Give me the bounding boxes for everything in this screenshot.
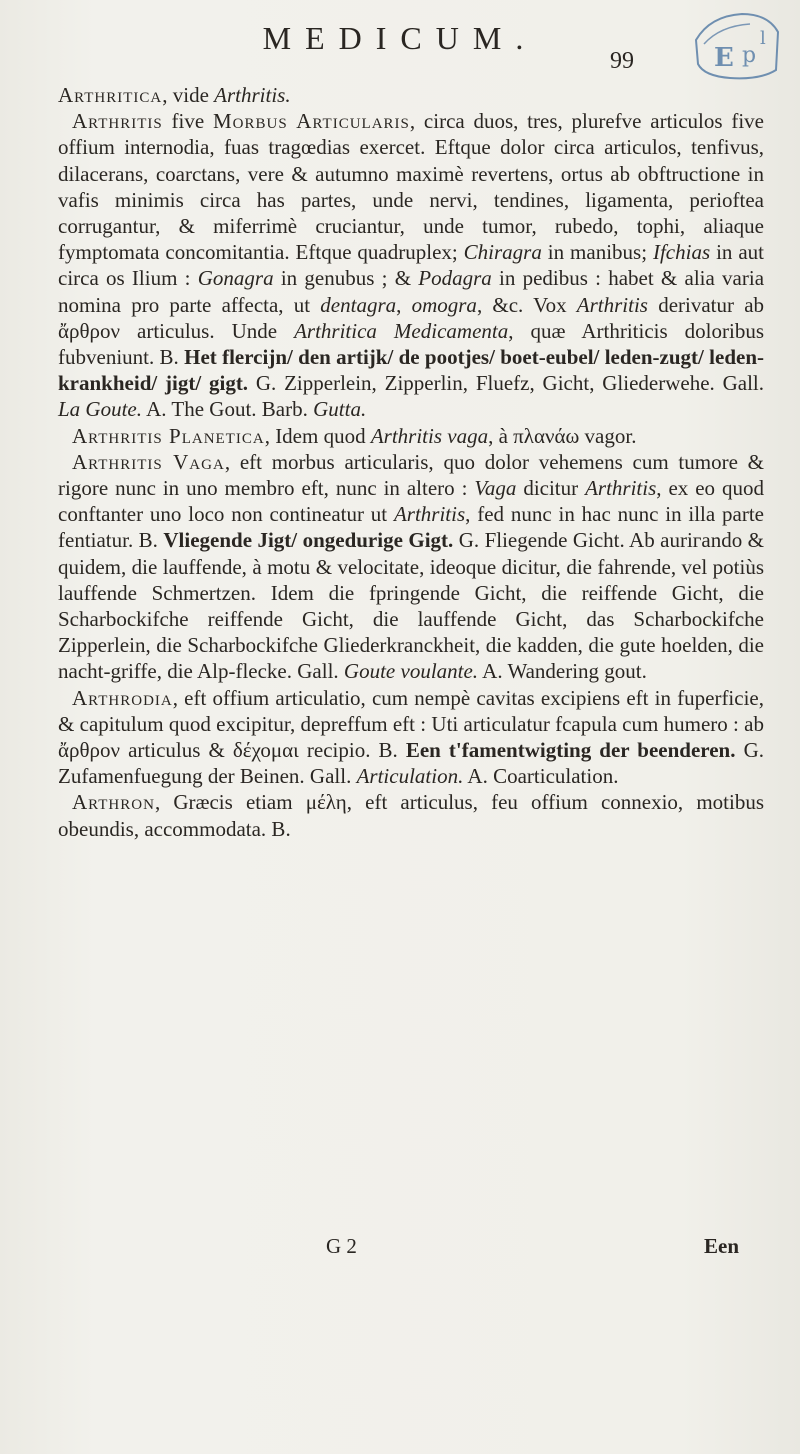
page-number: 99 [610,48,634,74]
italic-text: Podagra [418,266,492,291]
dictionary-text [58,82,764,842]
entry [58,82,764,108]
italic-text: La Goute. [58,397,142,422]
text-run: G. Fliegende Gicht. Ab auriгando & quidem, die lauffende, à motu & velocitate, ideoque dicitur, die fahrende, vel potiùs lauffende Schmertzen. Idem die fpringende Gicht, die reiffende Gicht, die Scharbockifche reiffende Gicht, die lauffende Gicht, das Scharbockifche Zipperlein, die Scharbockifche Gliederkranckheit, die kadden, die gute hoelden, die nacht-griffe, die Alp-flecke. Gall. [58,528,764,684]
headword: Arthron [72,790,155,815]
italic-text: Goute voulante. [343,659,479,684]
page-footer [0,1234,800,1264]
italic-text: Gonagra [197,266,274,291]
text-run: five [162,109,213,134]
svg-text:p: p [742,43,757,68]
text-run: A. The Gout. Barb. [142,397,314,422]
headword: Arthritis Vaga [72,449,225,474]
italic-text: Articulation. [356,764,464,789]
headword: Arthritica [58,83,163,107]
text-run: , à πλανάω vagor. [488,423,637,448]
text-run: , fed nunc in hac nunc in illa parte fentiatur. B. [58,502,764,553]
italic-text: Gutta. [313,397,367,422]
text-run: in manibus; [541,240,653,265]
entry [58,685,764,790]
text-run: , circa duos, tres, plurefve articulos five offium internodia, fuas tragœdias exercet. Eftque dolor circa articulos, tenfivus, dilacerans, coarctans, vere & autumno maximè revertens, ortus ab obftructione in vafis minimis circa has partes, unde nervi, tendines, ligamenta, periofteа corrugantur, & miferrimè cruciantur, unde tumor, rubedo, tophi, aliaque fymptomata concomitantia. Eftque quadruplex; [58,109,764,265]
catchword: Een [704,1234,740,1258]
text-run: A. Wandering gout. [478,659,647,684]
text-run: , vide [162,83,215,107]
italic-text: dentagra [320,292,397,317]
italic-text: Vaga [474,476,517,501]
text-run: , Idem quod [264,423,371,448]
italic-text: Chiragra [463,240,542,265]
italic-text: Arthritica Medicamenta [294,318,509,343]
headword: Arthritis Planetica [72,423,265,448]
svg-text:l: l [760,28,766,49]
italic-text: Arthritis [576,292,648,317]
text-run: , ex eo quod conftanter uno loco non contineatur ut [58,476,764,527]
headword: Arthritis [72,109,163,134]
svg-text:E: E [714,43,734,73]
text-run: , Græcis etiam μέλη, eft articulus, feu offium connexio, motibus obeundis, accommodata. B. [58,790,764,841]
blackletter-text: Vliegende Jigt/ ongedurige Gigt. [163,528,454,553]
entry [58,789,764,841]
text-run: G. Zipperlein, Zipperlin, Fluefz, Gicht, Gliederwehe. Gall. [248,371,764,396]
entry [58,423,764,449]
blackletter-text: Een t'famentwigting der beenderen. [405,738,736,763]
text-run: , quæ Arthriticis doloribus fubveniunt. B. [58,318,765,370]
text-run: A. Coarticulation. [463,764,619,789]
running-title: MEDICUM. [262,20,538,56]
italic-text: omogra [411,292,477,317]
italic-text: Ifchias [652,240,711,265]
entry [58,449,764,685]
text-run: G. Zufamenfuegung der Beinen. Gall. [58,738,764,789]
headword: Morbus Articularis [212,109,410,134]
italic-text: Arthritis [585,476,657,501]
text-run: dicitur [516,476,586,501]
headword: Arthrodia [72,685,173,710]
text-run: , &c. Vox [476,292,577,317]
italic-text: Arthritis vaga [370,423,489,448]
text-run: , eft offium articulatio, cum nempè cavitas excipiens eft in fuperficie, & capitulum quod excipitur, depreffum eft : Uti articulatur fcapula cum humero : ab ἄρθρον articulus & δέχομαι recipio. B. [58,685,764,763]
library-stamp-icon [690,10,782,82]
entry [58,108,764,422]
italic-text: Arthritis [393,502,466,527]
blackletter-text: Het flercijn/ den artijk/ de pootjes/ boet-eubel/ leden-zugt/ leden-krankheid/ jigt/ gigt. [58,345,764,396]
text-run: , [396,292,412,317]
signature-mark: G 2 [326,1234,357,1258]
text-run: derivatur ab ἄρθρον articulus. Unde [58,292,765,343]
italic-text: Arthritis. [214,83,291,107]
text-run: , eft morbus articularis, quo dolor vehemens cum tumore & rigore nunc in uno membro eft, nunc in altero : [58,449,764,501]
text-run: in aut circa os Ilium : [58,240,764,291]
text-run: in genubus ; & [273,266,419,291]
text-run: in pedibus : habet & alia varia nomina pro parte affecta, ut [58,266,765,317]
